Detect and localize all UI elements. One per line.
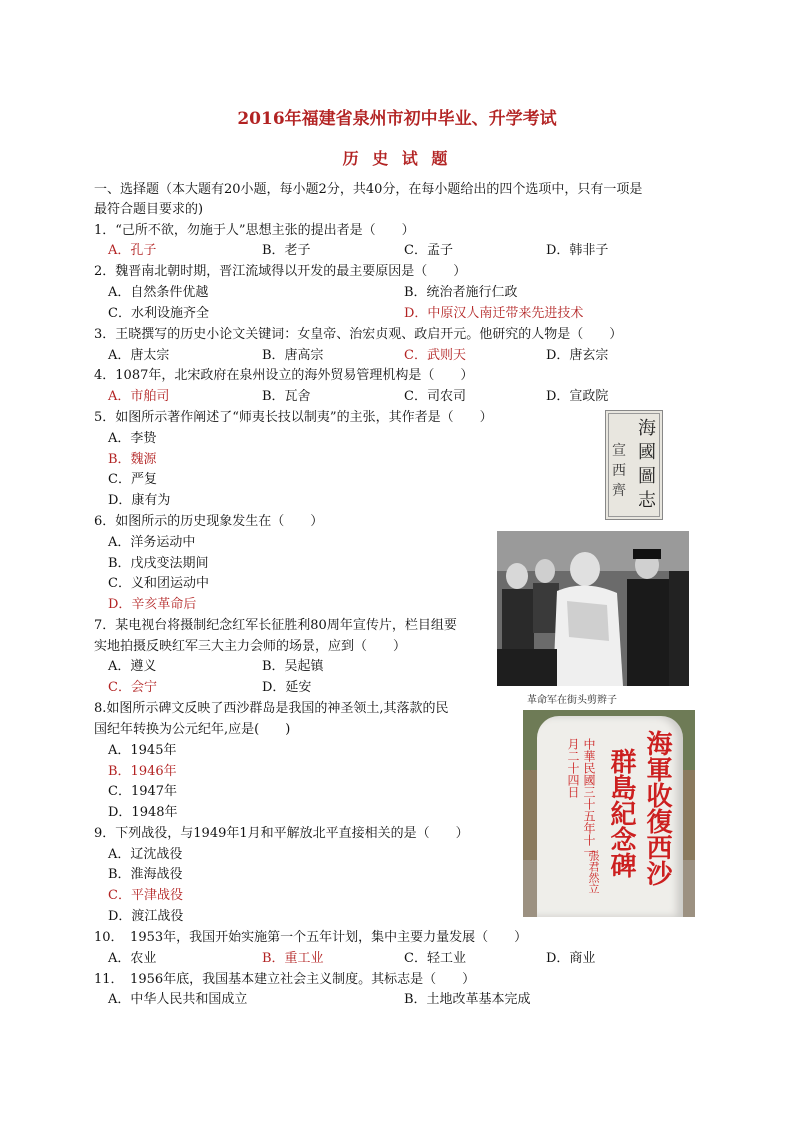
- q5-option-b: B．魏源: [108, 452, 157, 467]
- q4-option-a: A．市舶司: [108, 389, 170, 404]
- q4-option-b: B．瓦舍: [262, 389, 311, 404]
- book-side-char-1: 宣: [612, 443, 626, 459]
- instructions-line-2: 最符合题目要求的): [94, 202, 204, 217]
- q6-option-b: B．戊戌变法期间: [108, 556, 209, 571]
- q8-option-d: D．1948年: [108, 805, 178, 820]
- q2-option-c: C．水利设施齐全: [108, 306, 209, 321]
- q2-stem: 2．魏晋南北朝时期，晋江流域得以开发的最主要原因是（ ）: [94, 264, 467, 279]
- q9-option-b: B．淮海战役: [108, 867, 183, 882]
- q7-stem-line-1: 7．某电视台将摄制纪念红军长征胜利80周年宣传片，栏目组要: [94, 618, 457, 633]
- q5-option-c: C．严复: [108, 472, 157, 487]
- q2-option-b: B．统治者施行仁政: [404, 285, 518, 300]
- fig6-caption: 革命军在街头剪辫子: [527, 695, 617, 706]
- q1-option-a: A．孔子: [108, 243, 157, 258]
- q3-option-c: C．武则天: [404, 348, 466, 363]
- q10-option-c: C．轻工业: [404, 951, 466, 966]
- book-side-char-2: 西: [612, 463, 626, 479]
- monument-main-text-2: 群島紀念碑: [606, 748, 636, 878]
- q7-option-d: D．延安: [262, 680, 312, 695]
- photo-illustration: [497, 531, 689, 686]
- exam-subtitle: 历 史 试 题: [342, 149, 452, 168]
- q6-option-c: C．义和团运动中: [108, 576, 209, 591]
- q2-option-a: A．自然条件优越: [108, 285, 209, 300]
- q8-option-c: C．1947年: [108, 784, 178, 799]
- q5-stem: 5．如图所示著作阐述了“师夷长技以制夷”的主张，其作者是（ ）: [94, 410, 493, 425]
- q5-option-d: D．康有为: [108, 493, 171, 508]
- book-char-2: 國: [638, 442, 656, 463]
- monument-signer-text: 張君然立: [587, 850, 600, 894]
- book-char-4: 志: [638, 490, 656, 511]
- monument-main-text-1: 海軍收復西沙: [642, 730, 672, 886]
- q9-option-c: C．平津战役: [108, 888, 183, 903]
- q1-option-b: B．老子: [262, 243, 311, 258]
- q7-option-c: C．会宁: [108, 680, 157, 695]
- q6-option-a: A．洋务运动中: [108, 535, 196, 550]
- q1-option-c: C．孟子: [404, 243, 453, 258]
- q8-stem-line-2: 国纪年转换为公元纪年,应是( ): [94, 722, 291, 737]
- q3-option-b: B．唐高宗: [262, 348, 324, 363]
- q8-stem-line-1: 8.如图所示碑文反映了西沙群岛是我国的神圣领土,其落款的民: [94, 701, 449, 716]
- q7-stem-line-2: 实地拍摄反映红军三大主力会师的场景，应到（ ）: [94, 639, 407, 654]
- q2-option-d: D．中原汉人南迁带来先进技术: [404, 306, 584, 321]
- q10-option-a: A．农业: [108, 951, 157, 966]
- q8-option-b: B．1946年: [108, 764, 177, 779]
- q4-option-d: D．宣政院: [546, 389, 609, 404]
- q11-option-a: A．中华人民共和国成立: [108, 992, 248, 1007]
- q11-option-b: B．土地改革基本完成: [404, 992, 531, 1007]
- monument-date-text-1: 中華民國三十五年十一: [582, 738, 596, 858]
- q11-stem: 11． 1956年底，我国基本建立社会主义制度。其标志是（ ）: [94, 972, 476, 987]
- q10-option-d: D．商业: [546, 951, 596, 966]
- book-char-1: 海: [638, 418, 656, 439]
- q9-option-d: D．渡江战役: [108, 909, 184, 924]
- q9-option-a: A．辽沈战役: [108, 847, 183, 862]
- q10-option-b: B．重工业: [262, 951, 324, 966]
- xisha-monument-photo: [523, 710, 695, 917]
- queue-cutting-photo: [497, 531, 689, 686]
- q3-option-d: D．唐玄宗: [546, 348, 609, 363]
- monument-date-text-2: 月二十四日: [566, 738, 580, 798]
- q7-option-b: B．吴起镇: [262, 659, 324, 674]
- q6-stem: 6．如图所示的历史现象发生在（ ）: [94, 514, 324, 529]
- q10-stem: 10． 1953年，我国开始实施第一个五年计划，集中主要力量发展（ ）: [94, 930, 528, 945]
- book-char-3: 圖: [638, 466, 656, 487]
- q1-option-d: D．韩非子: [546, 243, 609, 258]
- q4-option-c: C．司农司: [404, 389, 466, 404]
- q5-option-a: A．李贽: [108, 431, 157, 446]
- q8-option-a: A．1945年: [108, 743, 177, 758]
- q3-option-a: A．唐太宗: [108, 348, 170, 363]
- q6-option-d: D．辛亥革命后: [108, 597, 197, 612]
- q3-stem: 3．王晓撰写的历史小论文关键词：女皇帝、治宏贞观、政启开元。他研究的人物是（ ）: [94, 327, 623, 342]
- q4-stem: 4．1087年，北宋政府在泉州设立的海外贸易管理机构是（ ）: [94, 368, 474, 383]
- q1-stem: 1．“己所不欲，勿施于人”思想主张的提出者是（ ）: [94, 223, 415, 238]
- book-side-char-3: 齊: [612, 483, 626, 499]
- instructions-line-1: 一、选择题（本大题有20小题，每小题2分，共40分，在每小题给出的四个选项中，只有一项是: [94, 182, 643, 197]
- q7-option-a: A．遵义: [108, 659, 157, 674]
- exam-title: 2016年福建省泉州市初中毕业、升学考试: [237, 109, 557, 129]
- haiguo-tuzhi-book-image: [605, 410, 663, 520]
- q9-stem: 9．下列战役，与1949年1月和平解放北平直接相关的是（ ）: [94, 826, 469, 841]
